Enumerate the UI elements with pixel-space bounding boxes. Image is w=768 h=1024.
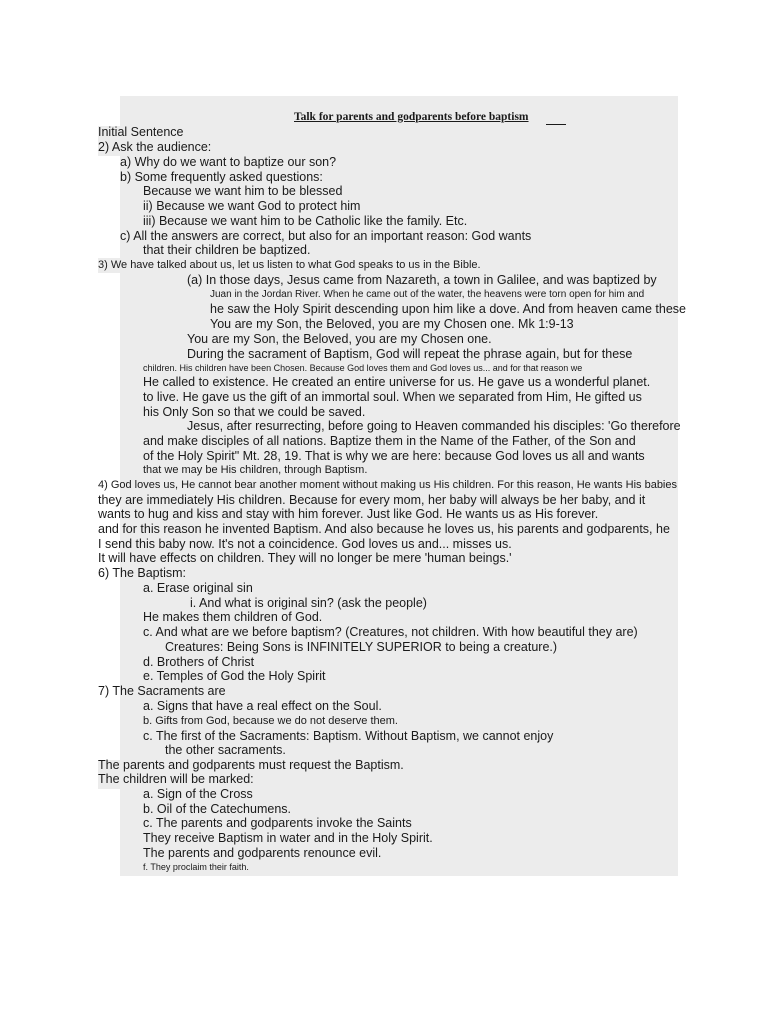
paragraph-line: they are immediately His children. Because for every mom, her baby will always be her baby, and it [98, 493, 646, 507]
section-3-heading: 3) We have talked about us, let us listen to what God speaks to us in the Bible. [98, 259, 481, 271]
list-item: d. Brothers of Christ [143, 655, 255, 669]
paragraph-line: his Only Son so that we could be saved. [143, 405, 366, 419]
paragraph-line: He called to existence. He created an entire universe for us. He gave us a wonderful planet. [143, 375, 651, 389]
list-item: b. Oil of the Catechumens. [143, 802, 291, 816]
paragraph-line: The parents and godparents renounce evil. [143, 846, 382, 860]
list-item: f. They proclaim their faith. [143, 862, 249, 872]
list-item: Because we want him to be blessed [143, 184, 343, 198]
paragraph-line: I send this baby now. It's not a coincidence. God loves us and... misses us. [98, 537, 512, 551]
list-item: b. Gifts from God, because we do not deserve them. [143, 715, 398, 727]
list-item: Creatures: Being Sons is INFINITELY SUPERIOR to being a creature.) [165, 640, 558, 654]
list-item: c) All the answers are correct, but also for an important reason: God wants [120, 229, 532, 243]
title-underline-rule [546, 124, 566, 125]
paragraph-line: wants to hug and kiss and stay with him forever. Just like God. He wants us as His forever. [98, 507, 599, 521]
document-title: Talk for parents and godparents before baptism [294, 111, 529, 123]
paragraph-line: The children will be marked: [98, 772, 254, 786]
paragraph-line: and make disciples of all nations. Baptize them in the Name of the Father, of the Son and [143, 434, 636, 448]
list-item: b) Some frequently asked questions: [120, 170, 323, 184]
paragraph-line: During the sacrament of Baptism, God will repeat the phrase again, but for these [187, 347, 633, 361]
paragraph-line: It will have effects on children. They will no longer be mere 'human beings.' [98, 551, 512, 565]
list-item: c. The first of the Sacraments: Baptism. Without Baptism, we cannot enjoy [143, 729, 554, 743]
section-2-heading: 2) Ask the audience: [98, 140, 212, 154]
list-item: c. The parents and godparents invoke the Saints [143, 816, 412, 830]
list-item: ii) Because we want God to protect him [143, 199, 361, 213]
list-item: c. And what are we before baptism? (Creatures, not children. With how beautiful they are) [143, 625, 638, 639]
paragraph-line: of the Holy Spirit" Mt. 28, 19. That is why we are here: because God loves us all and wants [143, 449, 645, 463]
paragraph-line: Juan in the Jordan River. When he came out of the water, the heavens were torn open for him and [210, 289, 645, 300]
paragraph-line: he saw the Holy Spirit descending upon him like a dove. And from heaven came these [210, 302, 686, 316]
paragraph-line: Jesus, after resurrecting, before going to Heaven commanded his disciples: 'Go therefore [187, 419, 681, 433]
initial-sentence-heading: Initial Sentence [98, 125, 184, 139]
paragraph-line: The parents and godparents must request the Baptism. [98, 758, 404, 772]
list-item: a. Signs that have a real effect on the Soul. [143, 699, 382, 713]
paragraph-line: children. His children have been Chosen. Because God loves them and God loves us... and for that reason we [143, 363, 583, 373]
paragraph-line: that we may be His children, through Baptism. [143, 464, 368, 476]
paragraph-line: They receive Baptism in water and in the Holy Spirit. [143, 831, 433, 845]
section-4-heading: 4) God loves us, He cannot bear another moment without making us His children. For this reason, He wants His babies [98, 479, 677, 491]
list-item: iii) Because we want him to be Catholic like the family. Etc. [143, 214, 468, 228]
list-item: e. Temples of God the Holy Spirit [143, 669, 326, 683]
paragraph-line: and for this reason he invented Baptism. And also because he loves us, his parents and godparents, he [98, 522, 670, 536]
section-6-heading: 6) The Baptism: [98, 566, 187, 580]
list-item: a. Sign of the Cross [143, 787, 253, 801]
paragraph-line: You are my Son, the Beloved, you are my Chosen one. [187, 332, 492, 346]
list-item: i. And what is original sin? (ask the people) [190, 596, 427, 610]
paragraph-line: that their children be baptized. [143, 243, 311, 257]
list-item: a. Erase original sin [143, 581, 253, 595]
list-item: a) Why do we want to baptize our son? [120, 155, 337, 169]
section-7-heading: 7) The Sacraments are [98, 684, 226, 698]
paragraph-line: You are my Son, the Beloved, you are my Chosen one. Mk 1:9-13 [210, 317, 574, 331]
paragraph-line: the other sacraments. [165, 743, 286, 757]
paragraph-line: to live. He gave us the gift of an immortal soul. When we separated from Him, He gifted us [143, 390, 642, 404]
paragraph-line: (a) In those days, Jesus came from Nazareth, a town in Galilee, and was baptized by [187, 273, 657, 287]
list-item: He makes them children of God. [143, 610, 323, 624]
